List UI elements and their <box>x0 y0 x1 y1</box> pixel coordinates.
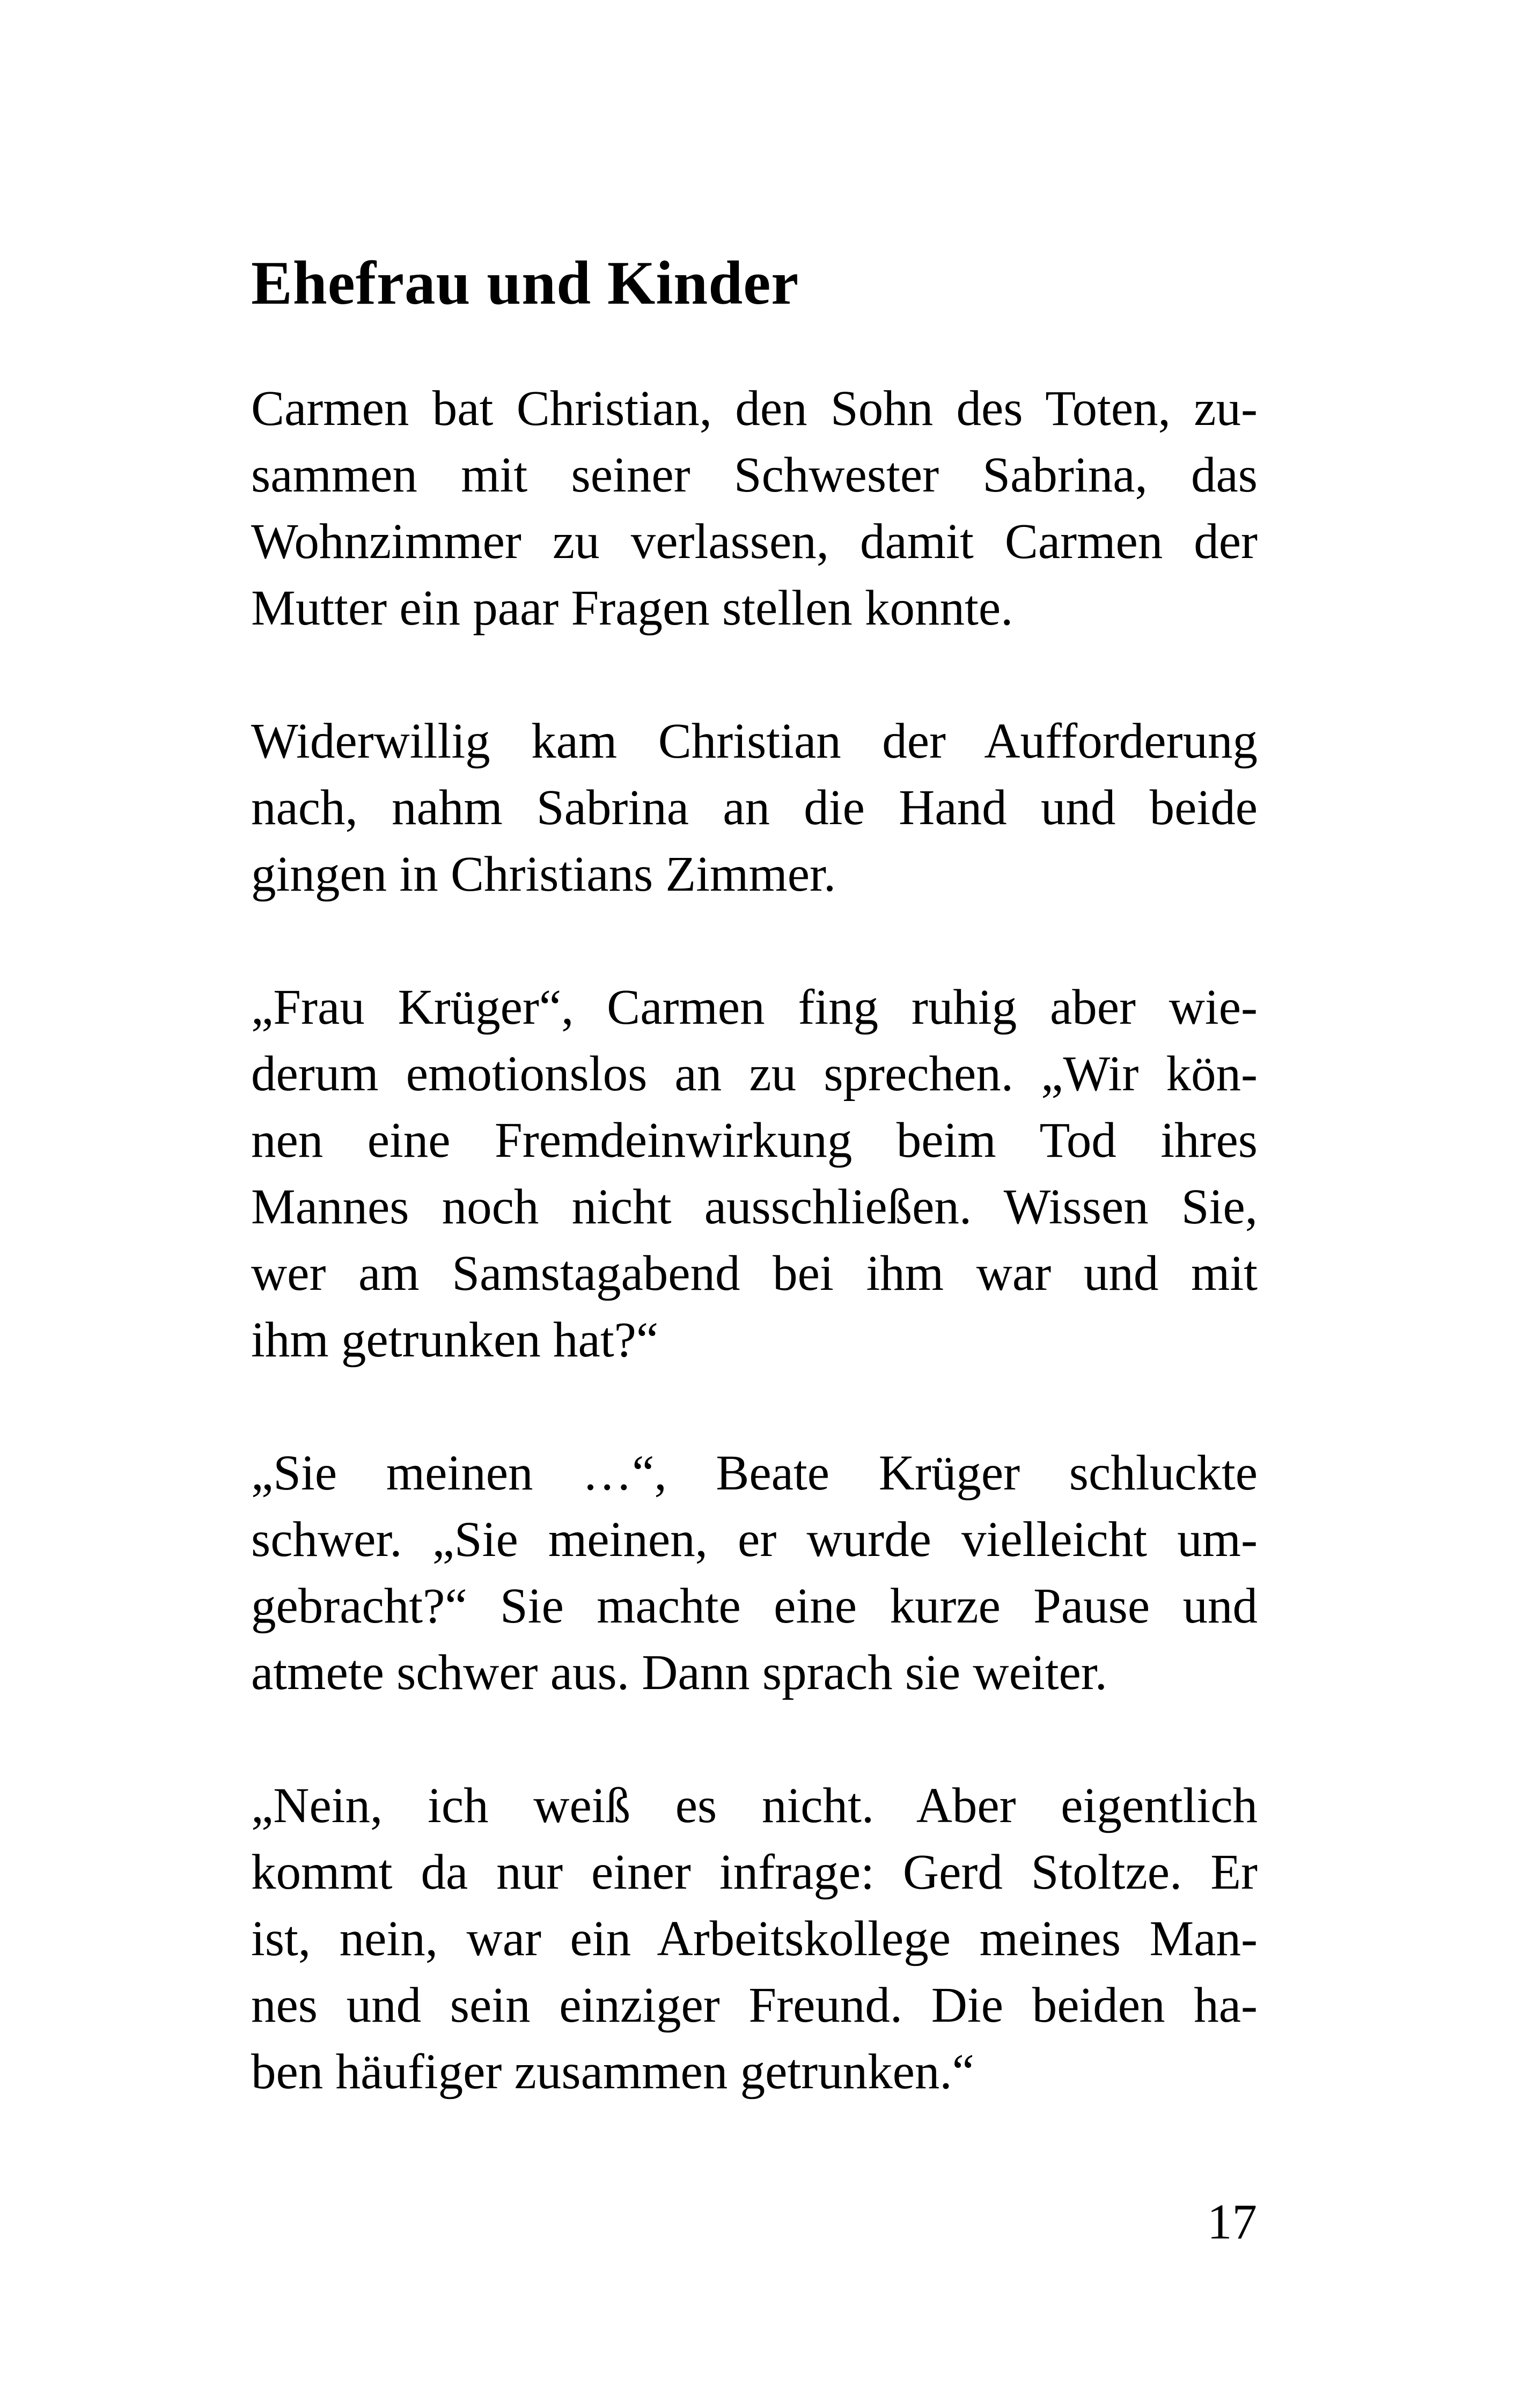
text-line: „Frau Krüger“, Carmen fing ruhig aber wie- <box>251 980 1258 1035</box>
text-line: sammen mit seiner Schwester Sabrina, das <box>251 447 1258 503</box>
paragraph <box>251 974 1258 1374</box>
text-line: Widerwillig kam Christian der Aufforderung <box>251 714 1258 769</box>
chapter-title: Ehefrau und Kinder <box>251 249 799 317</box>
text-line: Wohnzimmer zu verlassen, damit Carmen der <box>251 514 1258 569</box>
text-line: atmete schwer aus. Dann sprach sie weiter. <box>251 1645 1107 1700</box>
body-text <box>251 376 1258 2172</box>
text-line: ihm getrunken hat?“ <box>251 1312 659 1368</box>
text-line: nes und sein einziger Freund. Die beiden ha- <box>251 1978 1258 2033</box>
text-line: wer am Samstagabend bei ihm war und mit <box>251 1246 1258 1301</box>
text-line: Mannes noch nicht ausschließen. Wissen Sie, <box>251 1179 1258 1235</box>
paragraph <box>251 708 1258 908</box>
page-number: 17 <box>1207 2194 1257 2250</box>
paragraph <box>251 1440 1258 1706</box>
text-line: schwer. „Sie meinen, er wurde vielleicht um- <box>251 1512 1258 1567</box>
text-line: ist, nein, war ein Arbeitskollege meines Man- <box>251 1911 1258 1966</box>
text-line: derum emotionslos an zu sprechen. „Wir kön- <box>251 1046 1258 1102</box>
text-line: gingen in Christians Zimmer. <box>251 847 836 902</box>
text-line: Mutter ein paar Fragen stellen konnte. <box>251 581 1013 636</box>
text-line: Carmen bat Christian, den Sohn des Toten, zu- <box>251 381 1258 436</box>
text-line: ben häufiger zusammen getrunken.“ <box>251 2044 974 2099</box>
paragraph <box>251 376 1258 642</box>
text-line: „Nein, ich weiß es nicht. Aber eigentlich <box>251 1778 1258 1833</box>
paragraph <box>251 1773 1258 2105</box>
text-line: kommt da nur einer infrage: Gerd Stoltze. Er <box>251 1845 1258 1900</box>
text-line: nen eine Fremdeinwirkung beim Tod ihres <box>251 1113 1258 1168</box>
text-line: gebracht?“ Sie machte eine kurze Pause und <box>251 1579 1258 1634</box>
text-line: „Sie meinen …“, Beate Krüger schluckte <box>251 1445 1258 1501</box>
text-line: nach, nahm Sabrina an die Hand und beide <box>251 780 1258 835</box>
